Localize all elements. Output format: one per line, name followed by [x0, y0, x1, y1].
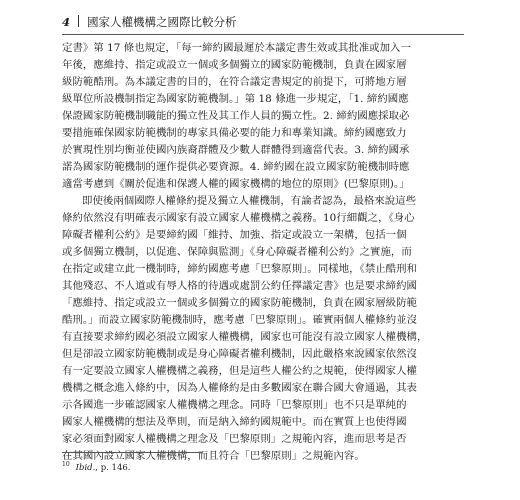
text-line: 定書》第 17 條也規定，「每一締約國最遲於本議定書生效或其批准或加入一: [62, 42, 411, 54]
text-line: 國家人權機構的想法及準則，而是納入締約國規範中。而在實質上也使得國: [62, 416, 407, 428]
header-separator: [78, 15, 79, 27]
text-line: 有一定要設立國家人權機構之義務，但是這些人權公約之規範，使得國家人權: [62, 365, 417, 377]
text-line: 示各國進一步確認國家人權機構之理念。同時「巴黎原則」也不只是單純的: [62, 399, 407, 411]
header-rule: [62, 34, 464, 35]
text-line: 要措施確保國家防範機制的專家具備必要的能力和專業知識。締約國應致力: [62, 127, 407, 139]
text-line: 年後，應維持、指定或設立一個或多個獨立的國家防範機制，負責在國家層: [62, 59, 407, 71]
footnote: [62, 459, 464, 474]
text-line: 「應維持、指定或設立一個或多個獨立的國家防範機制，負責在國家層級防範: [62, 297, 417, 309]
text-line: 家必須面對國家人權機構之理念及「巴黎原則」之規範內容，進而思考是否: [62, 433, 407, 445]
text-line: 保證國家防範機制職能的獨立性及其工作人員的獨立性。2. 締約國應採取必: [62, 110, 410, 122]
text-line: 級防範酷刑。為本議定書的目的，在符合議定書規定的前提下，可將地方層: [62, 76, 407, 88]
text-line: 在指定或建立此一機制時，締約國應考慮「巴黎原則」。同樣地，《禁止酷刑和: [62, 263, 418, 275]
text-line: 但是卻設立國家防範機制或是身心障礙者權利機制，因此嚴格來說國家依然沒: [62, 348, 417, 360]
text-line: 酷刑。」而設立國家防範機制時，應考慮「巴黎原則」。確實兩個人權條約並沒: [62, 314, 418, 326]
text-line: 機構之概念進入條約中，因為人權條約是由多數國家在聯合國大會通過，其表: [62, 382, 417, 394]
text-line: 其他殘忍、不人道或有辱人格的待遇或處罰公約任擇議定書》也是要求締約國: [62, 280, 417, 292]
footnote-source: Ibid: [75, 462, 93, 473]
text-line: 障礙者權利公約》是要締約國「維持、加強、指定或設立一架構，包括一個: [62, 229, 407, 241]
running-header: [62, 12, 462, 32]
footnote-rule: [62, 452, 202, 453]
text-line: 適當考慮到《關於促進和保護人權的國家機構的地位的原則》(巴黎原則)。」: [62, 178, 410, 190]
text-line: 條約依然沒有明確表示國家有設立國家人權機構之義務。10行細觀之，《身心: [62, 212, 415, 224]
footnote-citation: ., p. 146.: [92, 462, 131, 473]
running-title: 國家人權機構之國際比較分析: [87, 15, 237, 29]
text-line: 或多個獨立機制，以促進、保障與監測」《身心障礙者權利公約》之實施，而: [62, 246, 412, 258]
text-line: 諾為國家防範機制的運作提供必要資源。4. 締約國在設立國家防範機制時應: [62, 161, 410, 173]
body-text: [62, 40, 464, 465]
page-number: 4: [62, 15, 71, 29]
text-line: 於實現性別均衡並使國內族裔群體及少數人群體得到適當代表。3. 締約國承: [62, 144, 410, 156]
text-line: 在其國內設立國家人權機構，而且符合「巴黎原則」之規範內容。: [62, 450, 365, 462]
footnote-number: 10: [62, 461, 70, 468]
text-line: 級單位所設機制指定為國家防範機制。」第 18 條進一步規定，「1. 締約國應: [62, 93, 409, 105]
text-line: 即使後兩個國際人權條約提及獨立人權機制，有論者認為，最格來說這些: [82, 195, 417, 207]
text-line: 有直接要求締約國必須設立國家人權機構，國家也可能沒有設立國家人權機構，: [62, 331, 428, 343]
